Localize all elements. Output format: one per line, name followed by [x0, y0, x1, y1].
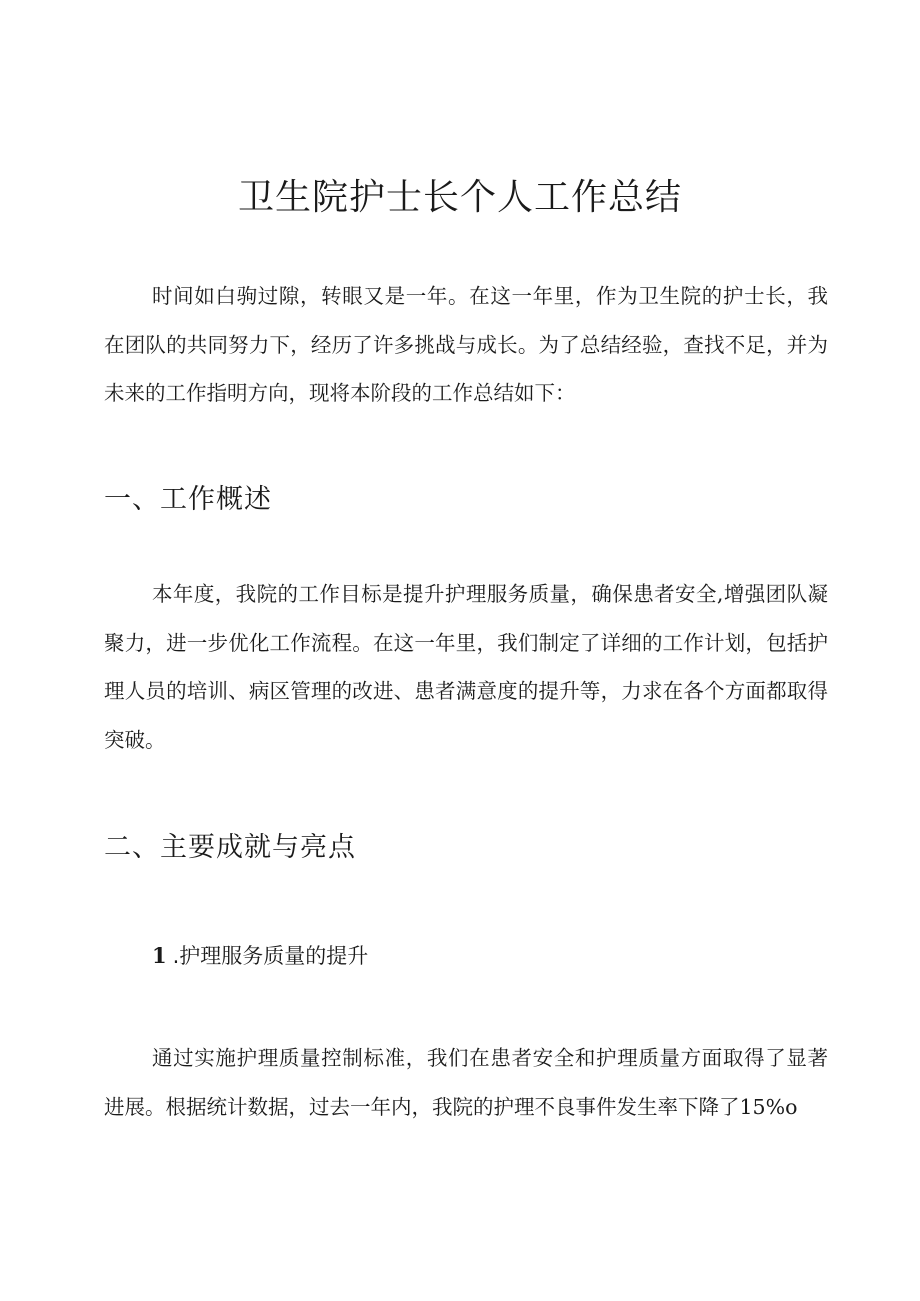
subsection-title: .护理服务质量的提升 [172, 944, 369, 968]
overview-paragraph: 本年度，我院的工作目标是提升护理服务质量，确保患者安全,增强团队凝聚力，进一步优化工作流程。在这一年里，我们制定了详细的工作计划，包括护理人员的培训、病区管理的改进、患者满意度的提升等，力求在各个方面都取得突破。 [104, 582, 828, 752]
intro-paragraph: 时间如白驹过隙，转眼又是一年。在这一年里，作为卫生院的护士长，我在团队的共同努力下，经历了许多挑战与成长。为了总结经验，查找不足，并为未来的工作指明方向，现将本阶段的工作总结如下： [104, 284, 828, 405]
subsection-heading-quality [152, 938, 368, 974]
quality-paragraph: 通过实施护理质量控制标准，我们在患者安全和护理质量方面取得了显著进展。根据统计数据，过去一年内，我院的护理不良事件发生率下降了15%o [104, 1046, 828, 1119]
section-heading-overview: 一、工作概述 [104, 484, 272, 515]
document-title: 卫生院护士长个人工作总结 [237, 177, 682, 218]
subsection-number: 1 [152, 943, 167, 968]
section-heading-achievements: 二、主要成就与亮点 [104, 832, 356, 863]
